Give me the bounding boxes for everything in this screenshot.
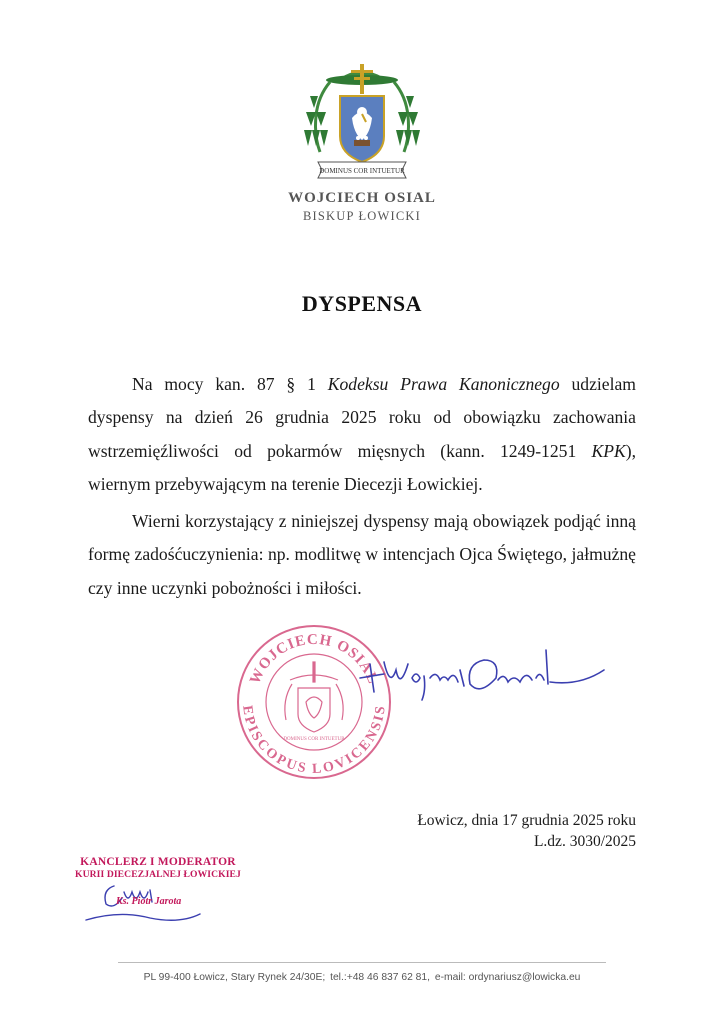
paragraph-1-code-title: Kodeksu Prawa Kanonicznego: [327, 374, 560, 394]
footer-address: PL 99-400 Łowicz, Stary Rynek 24/30E;: [143, 972, 326, 983]
place-date: Łowicz, dnia 17 grudnia 2025 roku: [417, 812, 636, 829]
paragraph-2: [88, 505, 636, 605]
chancellor-name: Ks. Piotr Jarota: [116, 896, 182, 907]
document-title: DYSPENSA: [301, 291, 423, 316]
footer-divider: [118, 962, 606, 963]
signature-text: + Wojciech Osial: [350, 630, 357, 631]
motto-text: DOMINUS COR INTUETUR: [319, 167, 405, 175]
chancellor-curia: KURII DIECEZJALNEJ ŁOWICKIEJ: [75, 869, 241, 880]
place-date-block: [300, 810, 636, 852]
seal-bottom-text: EPISCOPUS LOVICENSIS: [239, 704, 389, 777]
seal-top-text: WOJCIECH OSIAL: [247, 631, 381, 687]
paragraph-2-text: Wierni korzystający z niniejszej dyspensy mają obowiązek podjąć inną formę zadośćuczynienia: np. modlitwę w intencjach Ojca Świętego, jałmużnę czy inne uczynki pobożności i miłości.: [88, 511, 636, 598]
paragraph-1-text-a: Na mocy kan. 87 § 1: [132, 374, 328, 394]
bishop-name: WOJCIECH OSIAL: [288, 190, 436, 206]
paragraph-1-kpk: KPK: [591, 440, 626, 461]
reference-number: L.dz. 3030/2025: [533, 833, 636, 850]
paragraph-1-text-c: ), wiernym przebywającym na terenie Diecezji Łowickiej.: [88, 440, 636, 495]
footer-email: e-mail: ordynariusz@lowicka.eu: [434, 972, 581, 983]
seal-motto: DOMINUS COR INTUETUR: [283, 737, 345, 742]
coat-of-arms: [300, 56, 424, 186]
chancellor-stamp: [60, 855, 256, 881]
bishop-title: BISKUP ŁOWICKI: [302, 209, 422, 223]
footer-phone: tel.:+48 46 837 62 81,: [330, 972, 431, 983]
paragraph-1: [88, 368, 636, 502]
chancellor-title: KANCLERZ I MODERATOR: [80, 856, 236, 868]
paragraph-1-text-b: udzielam dyspensy na dzień 26 grudnia 2025 roku od obowiązku zachowania wstrzemięźliwości od pokarmów mięsnych (kann. 1249-1251: [88, 374, 636, 461]
footer: [0, 972, 724, 983]
bishop-signature: [350, 630, 610, 710]
